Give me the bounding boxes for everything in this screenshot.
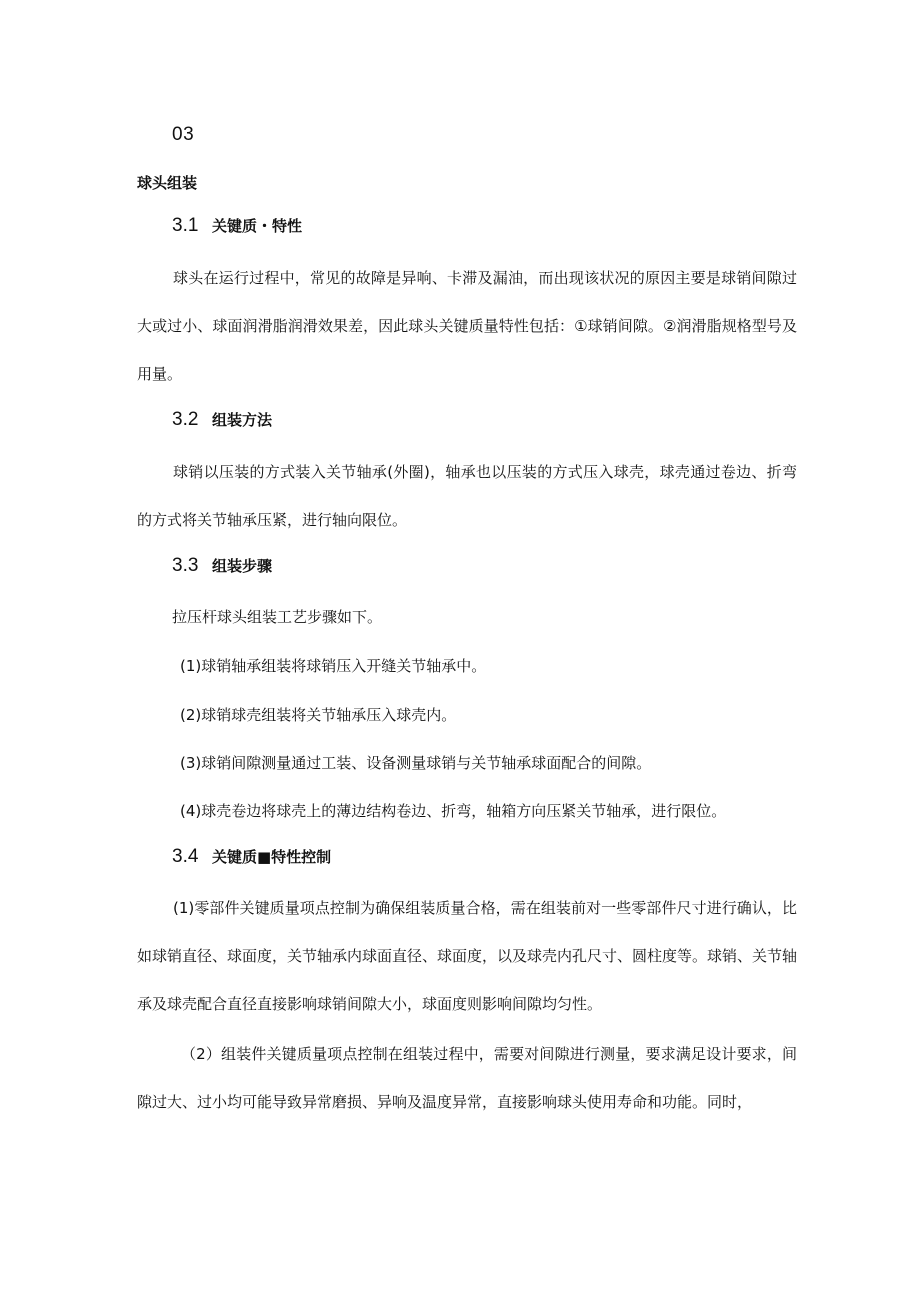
section-heading-3-1 xyxy=(172,215,302,237)
section-number: 3.2 xyxy=(172,409,199,430)
step-item: (4)球壳卷边将球壳上的薄边结构卷边、折弯，轴箱方向压紧关节轴承，进行限位。 xyxy=(180,802,727,820)
section-title: 组装方法 xyxy=(212,411,273,429)
section-3-1-paragraph: 球头在运行过程中，常见的故障是异响、卡滞及漏油，而出现该状况的原因主要是球销间隙过大或过小、球面润滑脂润滑效果差，因此球头关键质量特性包括：①球销间隙。②润滑脂规格型号及用量。 xyxy=(137,269,797,383)
section-3-2-paragraph: 球销以压装的方式装入关节轴承(外圈)，轴承也以压装的方式压入球壳，球壳通过卷边、折弯的方式将关节轴承压紧，进行轴向限位。 xyxy=(137,463,797,529)
section-heading-3-2 xyxy=(172,409,272,431)
step-item: (2)球销球壳组装将关节轴承压入球壳内。 xyxy=(180,706,457,724)
section-number: 3.1 xyxy=(172,215,199,236)
section-title: 关键质・特性 xyxy=(212,217,303,235)
section-heading-3-3 xyxy=(172,555,272,577)
section-heading-3-4 xyxy=(172,846,331,868)
section-title: 关键质■特性控制 xyxy=(212,848,332,866)
step-item: (3)球销间隙测量通过工装、设备测量球销与关节轴承球面配合的间隙。 xyxy=(180,754,652,772)
section-number: 3.3 xyxy=(172,555,199,576)
chapter-number: 03 xyxy=(172,124,195,145)
section-3-4-paragraph-1: (1)零部件关键质量项点控制为确保组装质量合格，需在组装前对一些零部件尺寸进行确认，比如球销直径、球面度，关节轴承内球面直径、球面度，以及球壳内孔尺寸、圆柱度等。球销、关节轴承及球壳配合直径直接影响球销间隙大小，球面度则影响间隙均匀性。 xyxy=(137,899,798,1013)
step-item: (1)球销轴承组装将球销压入开缝关节轴承中。 xyxy=(180,657,487,675)
section-3-3-intro: 拉压杆球头组装工艺步骤如下。 xyxy=(172,608,383,626)
section-number: 3.4 xyxy=(172,846,199,867)
chapter-title: 球头组装 xyxy=(137,174,198,192)
section-title: 组装步骤 xyxy=(212,557,273,575)
section-3-4-paragraph-2: （2）组装件关键质量项点控制在组装过程中，需要对间隙进行测量，要求满足设计要求，间隙过大、过小均可能导致异常磨损、异响及温度异常，直接影响球头使用寿命和功能。同时， xyxy=(137,1045,797,1111)
